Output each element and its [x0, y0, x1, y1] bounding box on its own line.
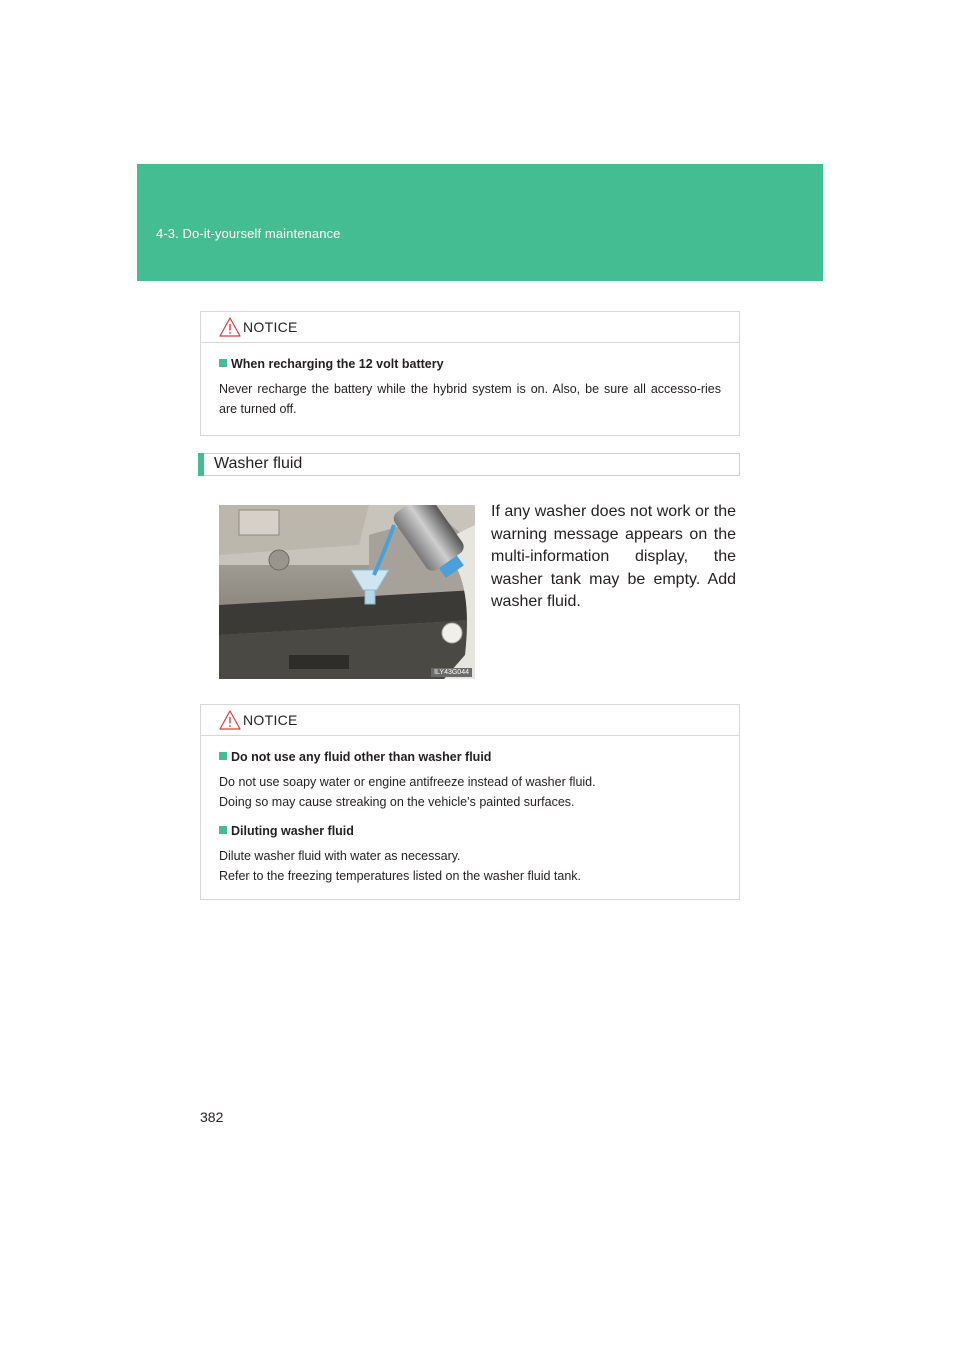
notice-header [201, 312, 739, 343]
page-number: 382 [200, 1109, 224, 1125]
notice-item [219, 822, 721, 886]
image-code: ILY43G044 [431, 668, 472, 677]
body-paragraph: If any washer does not work or the warning message appears on the multi-information display, the washer tank may be empty. Add washer fluid. [491, 503, 736, 611]
notice-title: NOTICE [243, 319, 298, 335]
notice-header [201, 705, 739, 736]
square-bullet-icon [219, 826, 227, 834]
heading-accent [198, 453, 204, 476]
notice-item-text: Dilute washer fluid with water as necessary. Refer to the freezing temperatures listed on the washer fluid tank. [219, 849, 581, 883]
notice-body [201, 736, 739, 900]
notice-box-battery [200, 311, 740, 436]
washer-fluid-image [219, 505, 475, 679]
notice-item-heading: When recharging the 12 volt battery [219, 355, 721, 373]
notice-box-washer-fluid [200, 704, 740, 900]
section-label: 4-3. Do-it-yourself maintenance [156, 226, 341, 241]
header-band [137, 164, 823, 281]
square-bullet-icon [219, 752, 227, 760]
section-heading-bar [204, 453, 740, 476]
warning-triangle-icon [219, 710, 241, 730]
notice-title: NOTICE [243, 712, 298, 728]
warning-triangle-icon [219, 317, 241, 337]
notice-item [219, 355, 721, 419]
notice-item-heading: Do not use any fluid other than washer fluid [219, 748, 721, 766]
section-heading: Washer fluid [214, 455, 303, 472]
notice-item-heading: Diluting washer fluid [219, 822, 721, 840]
notice-body [201, 343, 739, 433]
washer-fluid-pouring-illustration-icon [219, 505, 475, 679]
square-bullet-icon [219, 359, 227, 367]
notice-item-text: Never recharge the battery while the hybrid system is on. Also, be sure all accesso-ries are turned off. [219, 382, 721, 416]
notice-item [219, 748, 721, 812]
notice-item-text: Do not use soapy water or engine antifreeze instead of washer fluid. Doing so may cause streaking on the vehicle’s painted surfaces. [219, 775, 596, 809]
